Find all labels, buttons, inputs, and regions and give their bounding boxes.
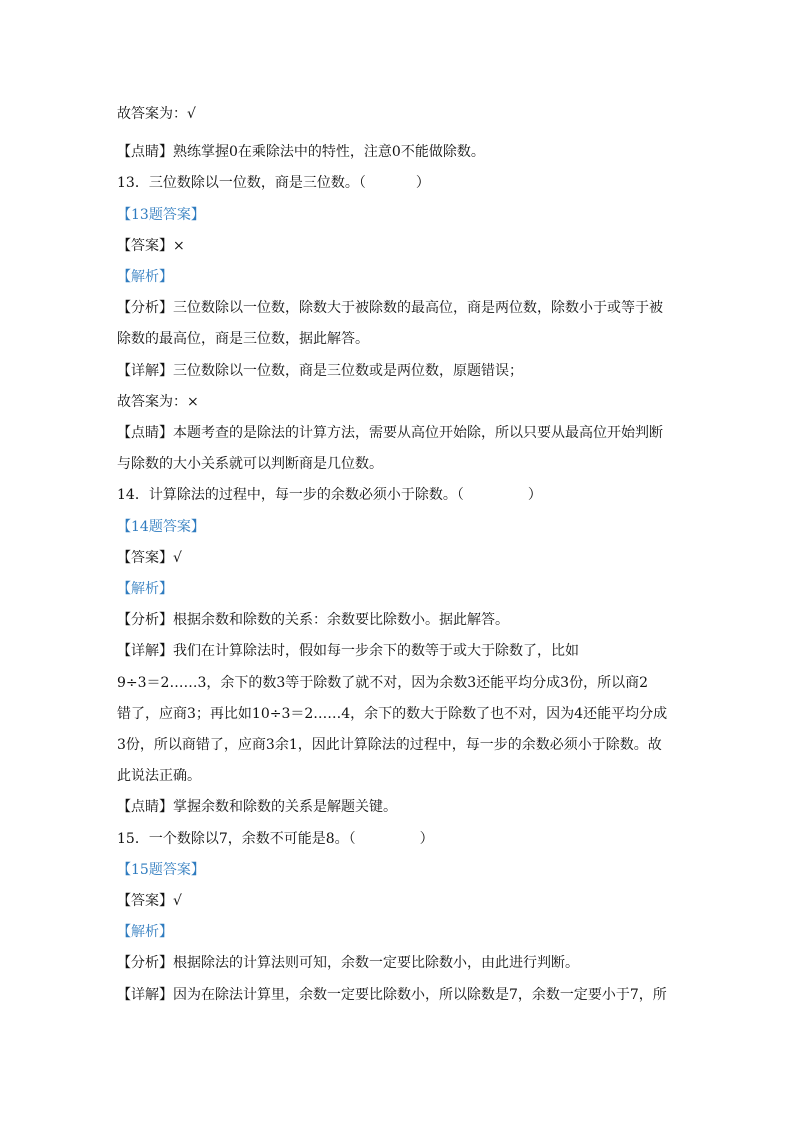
detail-line: 3份，所以商错了，应商3余1，因此计算除法的过程中，每一步的余数必须小于除数。故 [117, 737, 662, 753]
analysis-heading: 【解析】 [117, 581, 173, 597]
question-13 [117, 173, 430, 193]
analysis-line: 除数的最高位，商是三位数，据此解答。 [117, 331, 369, 347]
question-14-answer-heading: 【14题答案】 [117, 519, 205, 535]
question-15-text: 15．一个数除以7，余数不可能是8。（ [117, 831, 356, 847]
detail-line: 【详解】因为在除法计算里，余数一定要比除数小，所以除数是7，余数一定要小于7，所 [117, 987, 667, 1003]
answer-line: 【答案】× [117, 238, 185, 254]
analysis-heading: 【解析】 [117, 924, 173, 940]
note-line: 【点睛】熟练掌握0在乘除法中的特性，注意0不能做除数。 [117, 144, 485, 160]
answer-line: 故答案为：√ [117, 106, 196, 122]
analysis-line: 【分析】三位数除以一位数，除数大于被除数的最高位，商是两位数，除数小于或等于被 [117, 300, 663, 316]
answer-line: 【答案】√ [117, 550, 182, 566]
question-15-answer-heading: 【15题答案】 [117, 862, 205, 878]
detail-line: 【详解】我们在计算除法时，假如每一步余下的数等于或大于除数了，比如 [117, 643, 579, 659]
question-15 [117, 829, 434, 849]
analysis-line: 【分析】根据余数和除数的关系：余数要比除数小。据此解答。 [117, 612, 509, 628]
question-14-close: ） [527, 487, 542, 503]
answer-line: 故答案为：× [117, 394, 199, 410]
note-line: 【点睛】本题考查的是除法的计算方法，需要从高位开始除，所以只要从最高位开始判断 [117, 425, 663, 441]
detail-line: 9÷3＝2……3，余下的数3等于除数了就不对，因为余数3还能平均分成3份，所以商2 [117, 675, 648, 691]
detail-line: 【详解】三位数除以一位数，商是三位数或是两位数，原题错误； [117, 363, 523, 379]
detail-line: 错了，应商3；再比如10÷3＝2……4，余下的数大于除数了也不对，因为4还能平均分成 [117, 706, 668, 722]
note-line: 与除数的大小关系就可以判断商是几位数。 [117, 456, 383, 472]
answer-line: 【答案】√ [117, 893, 182, 909]
question-13-answer-heading: 【13题答案】 [117, 207, 205, 223]
question-15-close: ） [419, 831, 434, 847]
question-14 [117, 485, 542, 505]
analysis-line: 【分析】根据除法的计算法则可知，余数一定要比除数小，由此进行判断。 [117, 955, 579, 971]
question-13-text: 13．三位数除以一位数，商是三位数。（ [117, 175, 366, 191]
question-14-text: 14．计算除法的过程中，每一步的余数必须小于除数。（ [117, 487, 464, 503]
analysis-heading: 【解析】 [117, 269, 173, 285]
note-line: 【点睛】掌握余数和除数的关系是解题关键。 [117, 799, 397, 815]
detail-line: 此说法正确。 [117, 768, 201, 784]
question-13-close: ） [415, 175, 430, 191]
